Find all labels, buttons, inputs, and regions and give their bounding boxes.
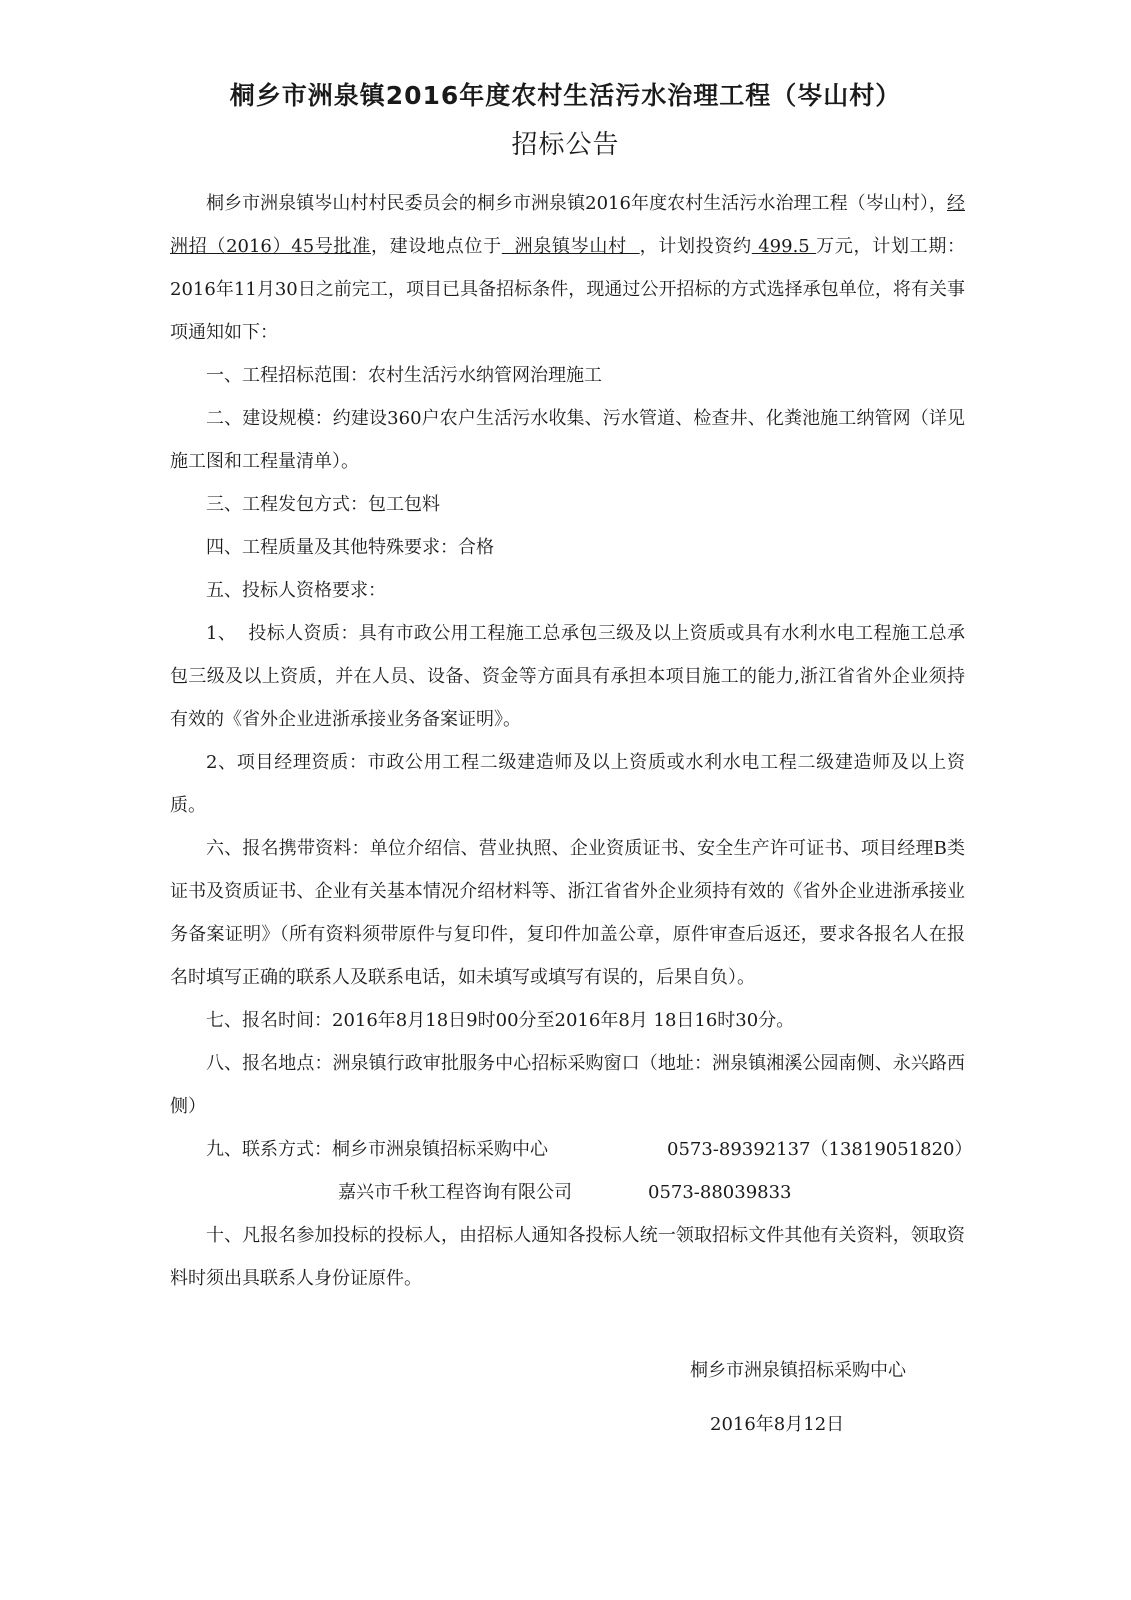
contact-phone-2: 0573-88039833 bbox=[648, 1182, 792, 1203]
contact-phone-1: 0573-89392137（13819051820） bbox=[667, 1139, 973, 1160]
section-quality: 四、工程质量及其他特殊要求：合格 bbox=[206, 537, 494, 558]
construction-location: 洲泉镇岑山村 bbox=[501, 236, 640, 257]
signature-date: 2016年8月12日 bbox=[710, 1414, 845, 1435]
intro-text-1: 桐乡市洲泉镇岑山村村民委员会的桐乡市洲泉镇2016年度农村生活污水治理工程（岑山村）， bbox=[206, 193, 947, 214]
section-materials: 六、报名携带资料：单位介绍信、营业执照、企业资质证书、安全生产许可证书、项目经理B类证书及资质证书、企业有关基本情况介绍材料等、浙江省省外企业须持有效的《省外企业进浙承接业务备案证明》（所有资料须带原件与复印件，复印件加盖公章，原件审查后返还，要求各报名人在报名时填写正确的联系人及联系电话，如未填写或填写有误的，后果自负）。 bbox=[170, 838, 965, 988]
qualification-bidder: 1、 投标人资质：具有市政公用工程施工总承包三级及以上资质或具有水利水电工程施工总承包三级及以上资质，并在人员、设备、资金等方面具有承担本项目施工的能力,浙江省省外企业须持有效的《省外企业进浙承接业务备案证明》。 bbox=[170, 623, 965, 730]
contact-label: 九、联系方式：桐乡市洲泉镇招标采购中心 bbox=[206, 1139, 548, 1160]
section-contract-mode: 三、工程发包方式：包工包料 bbox=[206, 494, 440, 515]
section-scale: 二、建设规模：约建设360户农户生活污水收集、污水管道、检查井、化粪池施工纳管网（详见施工图和工程量清单）。 bbox=[170, 408, 965, 472]
section-documents: 十、凡报名参加投标的投标人，由招标人通知各投标人统一领取招标文件其他有关资料，领取资料时须出具联系人身份证原件。 bbox=[170, 1225, 965, 1289]
intro-paragraph bbox=[170, 182, 965, 354]
section-registration-place: 八、报名地点：洲泉镇行政审批服务中心招标采购窗口（地址：洲泉镇湘溪公园南侧、永兴路西侧） bbox=[170, 1053, 965, 1117]
approval-number: 经洲招（2016）45号批准 bbox=[170, 193, 965, 257]
intro-text-4: 万元，计划工期：2016年11月30日之前完工，项目已具备招标条件，现通过公开招标的方式选择承包单位，将有关事项通知如下： bbox=[170, 236, 966, 343]
page-subtitle: 招标公告 bbox=[511, 130, 620, 160]
section-qualification: 五、投标人资格要求： bbox=[206, 580, 386, 601]
intro-text-3: ，计划投资约 bbox=[639, 236, 752, 257]
section-scope: 一、工程招标范围：农村生活污水纳管网治理施工 bbox=[206, 365, 602, 386]
notice-body bbox=[170, 182, 973, 1300]
qualification-manager: 2、项目经理资质：市政公用工程二级建造师及以上资质或水利水电工程二级建造师及以上资质。 bbox=[170, 752, 965, 816]
signature-org: 桐乡市洲泉镇招标采购中心 bbox=[690, 1360, 906, 1381]
contact-row-1 bbox=[170, 1128, 973, 1171]
section-registration-time: 七、报名时间：2016年8月18日9时00分至2016年8月 18日16时30分。 bbox=[206, 1010, 795, 1031]
contact-org-2: 嘉兴市千秋工程咨询有限公司 bbox=[338, 1182, 572, 1203]
contact-row-2 bbox=[170, 1171, 965, 1214]
investment-amount: 499.5 bbox=[751, 236, 817, 257]
intro-text-2: ，建设地点位于 bbox=[370, 236, 502, 257]
page-title: 桐乡市洲泉镇2016年度农村生活污水治理工程（岑山村） bbox=[229, 81, 902, 110]
